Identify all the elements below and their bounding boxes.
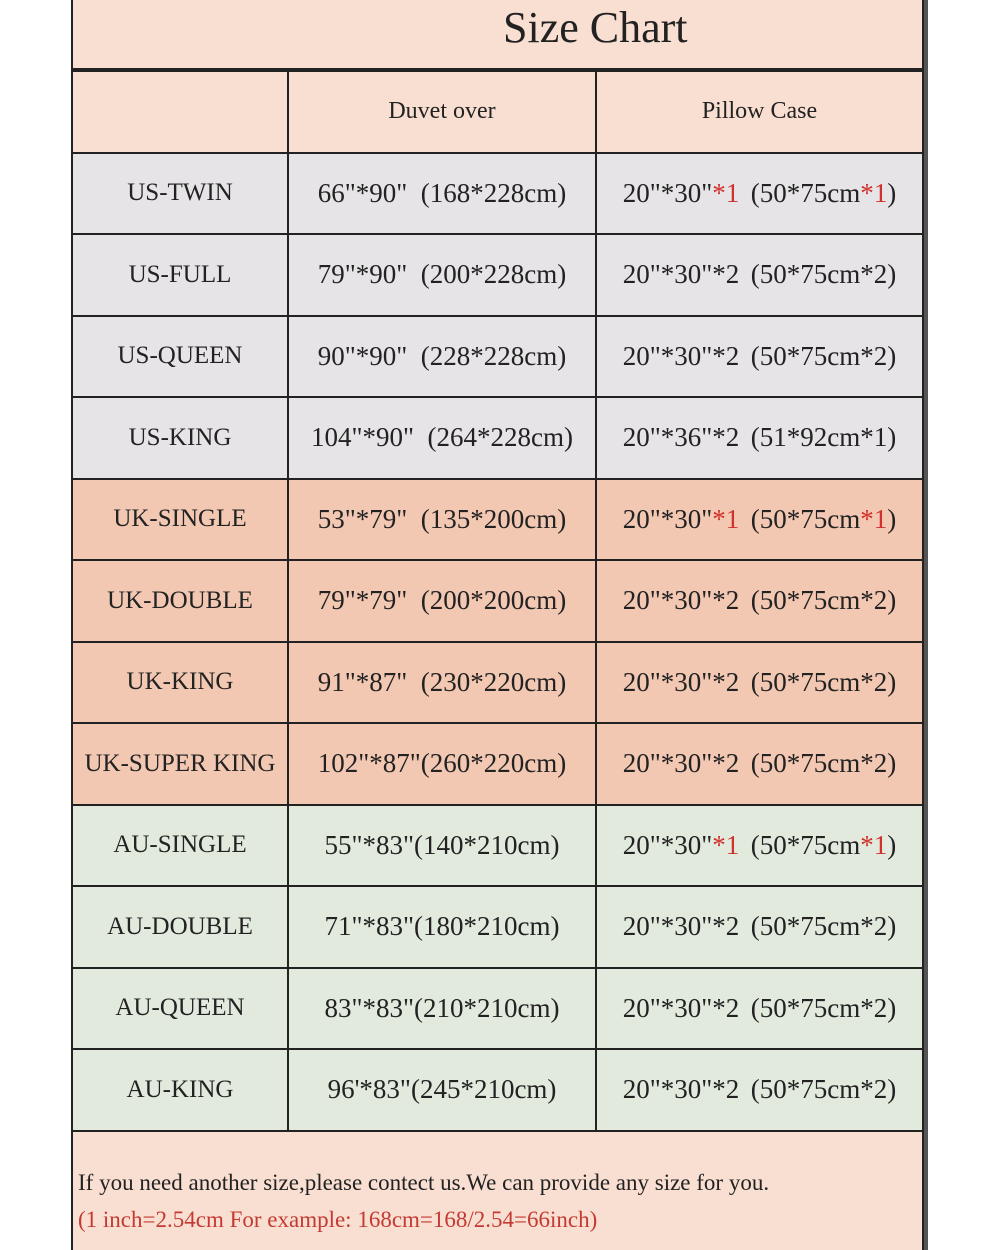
- size-name-cell: UK-DOUBLE: [73, 560, 288, 642]
- pillow-cm-qty: *2: [860, 340, 888, 371]
- duvet-size-cell: 90"*90" (228*228cm): [288, 316, 596, 398]
- size-name-cell: US-TWIN: [73, 153, 288, 235]
- pillow-size-cell: [596, 397, 922, 479]
- pillow-close-paren: ): [887, 585, 897, 616]
- table-row: [73, 886, 922, 968]
- pillow-close-paren: ): [887, 911, 897, 942]
- pillow-cm-size: (50*75cm: [750, 992, 861, 1023]
- duvet-size-cell: 79"*79" (200*200cm): [288, 560, 596, 642]
- table-row: [73, 723, 922, 805]
- pillow-close-paren: ): [887, 666, 897, 697]
- pillow-size-cell: [596, 560, 922, 642]
- pillow-close-paren: ): [887, 992, 897, 1023]
- pillow-inch-group: [623, 259, 751, 290]
- duvet-size-cell: 91"*87" (230*220cm): [288, 642, 596, 724]
- pillow-close-paren: ): [887, 1074, 897, 1105]
- size-name-cell: UK-SUPER KING: [73, 723, 288, 805]
- title-bar: [73, 0, 922, 70]
- table-row: [73, 153, 922, 235]
- duvet-size-cell: 79"*90" (200*228cm): [288, 234, 596, 316]
- size-name-cell: UK-SINGLE: [73, 479, 288, 561]
- pillow-inch-size: 20"*30": [622, 1074, 713, 1105]
- pillow-inch-group: [623, 1074, 751, 1105]
- pillow-cm-qty: *1: [860, 503, 888, 534]
- page-title: Size Chart: [503, 3, 688, 52]
- pillow-close-paren: ): [887, 503, 897, 534]
- pillow-inch-size: 20"*30": [622, 666, 713, 697]
- table-row: [73, 560, 922, 642]
- pillow-inch-qty: *2: [712, 748, 740, 779]
- pillow-inch-size: 20"*30": [622, 585, 713, 616]
- pillow-size-cell: [596, 886, 922, 968]
- size-chart-sheet: [71, 0, 924, 1250]
- table-row: [73, 642, 922, 724]
- pillow-size-cell: [596, 479, 922, 561]
- duvet-size-cell: 66"*90" (168*228cm): [288, 153, 596, 235]
- pillow-cm-size: (50*75cm: [750, 829, 861, 860]
- pillow-cm-qty: *2: [860, 259, 888, 290]
- pillow-close-paren: ): [887, 340, 897, 371]
- note-line-1: If you need another size,please contect us.We can provide any size for you.: [78, 1170, 770, 1195]
- pillow-cm-qty: *2: [860, 1074, 888, 1105]
- pillow-inch-qty: *2: [712, 340, 740, 371]
- pillow-inch-size: 20"*30": [622, 911, 713, 942]
- table-header-row: [73, 71, 922, 153]
- size-table: [73, 70, 922, 1132]
- pillow-inch-size: 20"*30": [622, 829, 713, 860]
- pillow-size-cell: [596, 642, 922, 724]
- pillow-cm-size: (50*75cm: [750, 177, 861, 208]
- size-name-cell: UK-KING: [73, 642, 288, 724]
- pillow-cm-size: (51*92cm: [750, 422, 861, 453]
- pillow-size-cell: [596, 968, 922, 1050]
- pillow-cm-qty: *2: [860, 666, 888, 697]
- pillow-cm-size: (50*75cm: [750, 748, 861, 779]
- pillow-inch-qty: *2: [712, 1074, 740, 1105]
- pillow-inch-qty: *1: [712, 503, 740, 534]
- duvet-size-cell: 96'*83"(245*210cm): [288, 1049, 596, 1131]
- pillow-cm-qty: *1: [860, 422, 888, 453]
- pillow-cm-size: (50*75cm: [750, 1074, 861, 1105]
- table-row: [73, 1049, 922, 1131]
- note-line-2: (1 inch=2.54cm For example: 168cm=168/2.54=66inch): [78, 1207, 598, 1232]
- table-row: [73, 805, 922, 887]
- duvet-size-cell: 102"*87"(260*220cm): [288, 723, 596, 805]
- pillow-cm-size: (50*75cm: [750, 911, 861, 942]
- pillow-inch-group: [623, 911, 751, 942]
- pillow-inch-group: [623, 667, 751, 698]
- header-duvet: Duvet over: [288, 71, 596, 153]
- pillow-size-cell: [596, 316, 922, 398]
- pillow-inch-qty: *1: [712, 177, 740, 208]
- right-edge-shadow: [924, 0, 928, 1250]
- pillow-inch-size: 20"*30": [622, 503, 713, 534]
- pillow-inch-size: 20"*30": [622, 992, 713, 1023]
- size-name-cell: US-KING: [73, 397, 288, 479]
- pillow-cm-qty: *2: [860, 992, 888, 1023]
- size-name-cell: US-QUEEN: [73, 316, 288, 398]
- pillow-close-paren: ): [887, 422, 897, 453]
- pillow-inch-qty: *2: [712, 666, 740, 697]
- duvet-size-cell: 53"*79" (135*200cm): [288, 479, 596, 561]
- pillow-inch-group: [623, 341, 751, 372]
- table-row: [73, 316, 922, 398]
- table-row: [73, 479, 922, 561]
- pillow-inch-qty: *1: [712, 829, 740, 860]
- pillow-size-cell: [596, 723, 922, 805]
- size-name-cell: US-FULL: [73, 234, 288, 316]
- pillow-inch-qty: *2: [712, 992, 740, 1023]
- pillow-cm-size: (50*75cm: [750, 585, 861, 616]
- pillow-inch-size: 20"*30": [622, 340, 713, 371]
- duvet-size-cell: 83"*83"(210*210cm): [288, 968, 596, 1050]
- pillow-close-paren: ): [887, 829, 897, 860]
- pillow-close-paren: ): [887, 177, 897, 208]
- pillow-inch-group: [623, 585, 751, 616]
- duvet-size-cell: 104"*90" (264*228cm): [288, 397, 596, 479]
- pillow-inch-group: [623, 504, 751, 535]
- pillow-size-cell: [596, 234, 922, 316]
- pillow-cm-size: (50*75cm: [750, 340, 861, 371]
- size-name-cell: AU-QUEEN: [73, 968, 288, 1050]
- pillow-inch-group: [623, 830, 751, 861]
- header-pillow: Pillow Case: [596, 71, 922, 153]
- pillow-inch-group: [623, 993, 751, 1024]
- size-name-cell: AU-SINGLE: [73, 805, 288, 887]
- pillow-inch-qty: *2: [712, 422, 740, 453]
- pillow-close-paren: ): [887, 748, 897, 779]
- pillow-inch-size: 20"*30": [622, 748, 713, 779]
- pillow-cm-size: (50*75cm: [750, 259, 861, 290]
- table-row: [73, 397, 922, 479]
- pillow-size-cell: [596, 1049, 922, 1131]
- pillow-inch-group: [623, 422, 751, 453]
- pillow-inch-group: [623, 748, 751, 779]
- pillow-cm-size: (50*75cm: [750, 503, 861, 534]
- pillow-inch-size: 20"*36": [622, 422, 713, 453]
- pillow-size-cell: [596, 153, 922, 235]
- pillow-size-cell: [596, 805, 922, 887]
- size-name-cell: AU-KING: [73, 1049, 288, 1131]
- pillow-inch-qty: *2: [712, 259, 740, 290]
- pillow-inch-group: [623, 178, 751, 209]
- table-row: [73, 968, 922, 1050]
- pillow-inch-size: 20"*30": [622, 259, 713, 290]
- pillow-inch-qty: *2: [712, 911, 740, 942]
- duvet-size-cell: 55"*83"(140*210cm): [288, 805, 596, 887]
- pillow-cm-qty: *1: [860, 829, 888, 860]
- table-row: [73, 234, 922, 316]
- duvet-size-cell: 71"*83"(180*210cm): [288, 886, 596, 968]
- pillow-cm-qty: *2: [860, 585, 888, 616]
- pillow-inch-size: 20"*30": [622, 177, 713, 208]
- pillow-cm-qty: *1: [860, 177, 888, 208]
- pillow-cm-qty: *2: [860, 748, 888, 779]
- pillow-close-paren: ): [887, 259, 897, 290]
- pillow-inch-qty: *2: [712, 585, 740, 616]
- pillow-cm-size: (50*75cm: [750, 666, 861, 697]
- size-name-cell: AU-DOUBLE: [73, 886, 288, 968]
- header-empty-cell: [73, 71, 288, 153]
- pillow-cm-qty: *2: [860, 911, 888, 942]
